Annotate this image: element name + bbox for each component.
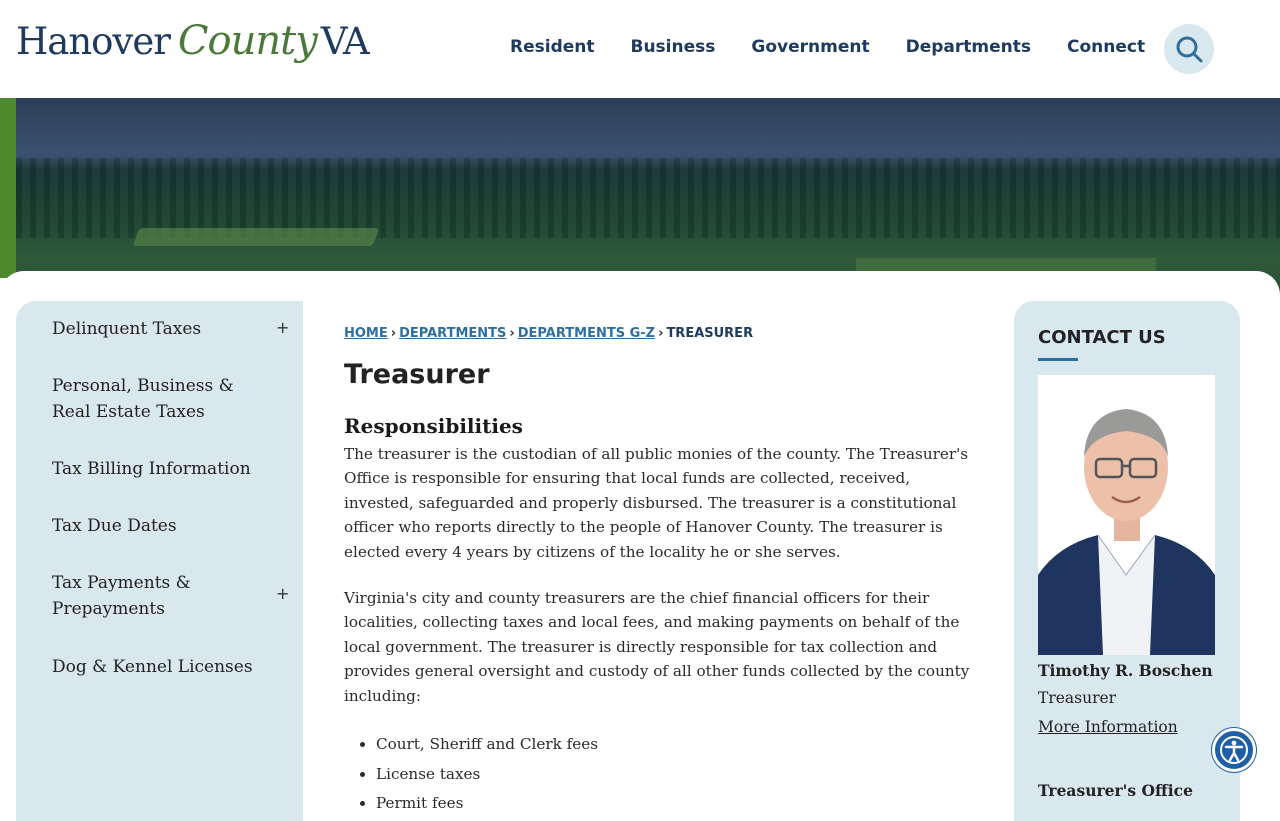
- more-information-link[interactable]: More Information: [1038, 718, 1178, 736]
- treasurer-photo: [1038, 375, 1215, 655]
- hero-banner-image: [16, 98, 1280, 298]
- sidebar-item-dog-kennel-licenses[interactable]: Dog & Kennel Licenses: [52, 657, 253, 677]
- contact-office-heading: Treasurer's Office: [1038, 781, 1193, 800]
- expand-plus-icon[interactable]: +: [276, 318, 290, 337]
- hero-tree-texture: [16, 158, 1280, 238]
- search-icon: [1175, 35, 1203, 63]
- breadcrumb-separator: ›: [390, 326, 397, 341]
- logo-county-text: County: [177, 18, 317, 64]
- nav-departments[interactable]: Departments: [905, 37, 1031, 57]
- accessibility-button[interactable]: [1212, 728, 1256, 772]
- sidebar-item-personal-business-real-estate-taxes[interactable]: Personal, Business & Real Estate Taxes: [52, 376, 234, 422]
- expand-plus-icon[interactable]: +: [276, 584, 290, 603]
- sidebar-nav: [16, 301, 303, 821]
- main-nav: [510, 37, 1181, 57]
- section-heading: Responsibilities: [344, 414, 523, 438]
- sidebar-item-tax-due-dates[interactable]: Tax Due Dates: [52, 516, 177, 536]
- hanover-county-logo[interactable]: [16, 18, 368, 78]
- heading-underline: [1038, 358, 1078, 361]
- breadcrumb-departments-g-z[interactable]: DEPARTMENTS G-Z: [517, 326, 656, 341]
- sidebar-item-delinquent-taxes[interactable]: Delinquent Taxes: [52, 319, 202, 339]
- contact-us-panel: [1014, 301, 1240, 821]
- logo-va-text: VA: [320, 20, 368, 63]
- nav-business[interactable]: Business: [630, 37, 716, 57]
- logo-hanover-text: Hanover: [16, 20, 170, 63]
- breadcrumb: [344, 326, 970, 341]
- hero-field: [133, 228, 380, 246]
- breadcrumb-separator: ›: [658, 326, 664, 341]
- paragraph: The treasurer is the custodian of all public monies of the county. The Treasurer's Office is responsible for ensuring that local funds are collected, received, invested, safeguarded and properly disbursed. The treasurer is a constitutional officer who reports directly to the people of Hanover County. The treasurer is elected every 4 years by citizens of the locality he or she serves.: [344, 445, 969, 561]
- hero-field: [856, 258, 1156, 272]
- nav-government[interactable]: Government: [751, 37, 870, 57]
- list-item: • License taxes: [376, 760, 970, 790]
- page-title: Treasurer: [344, 359, 490, 390]
- search-button[interactable]: [1164, 24, 1214, 74]
- breadcrumb-current: TREASURER: [666, 326, 754, 341]
- sidebar-item-tax-billing-information[interactable]: Tax Billing Information: [52, 459, 251, 479]
- breadcrumb-departments[interactable]: DEPARTMENTS: [399, 326, 507, 341]
- breadcrumb-separator: ›: [509, 326, 515, 341]
- contact-role: Treasurer: [1038, 689, 1117, 707]
- list-item: • Court, Sheriff and Clerk fees: [376, 730, 970, 760]
- main-content: [344, 318, 970, 819]
- contact-name: Timothy R. Boschen: [1038, 661, 1213, 680]
- nav-resident[interactable]: Resident: [510, 37, 595, 57]
- paragraph: Virginia's city and county treasurers are the chief financial officers for their localities, collecting taxes and local fees, and making payments on behalf of the local government. The treasurer is directly responsible for tax collection and provides general oversight and custody of all other funds collected by the county including:: [344, 589, 970, 705]
- breadcrumb-home[interactable]: HOME: [344, 326, 388, 341]
- list-item: • Permit fees: [376, 789, 970, 819]
- fees-list: [344, 730, 970, 819]
- accessibility-icon: [1219, 735, 1249, 765]
- contact-heading: CONTACT US: [1038, 327, 1166, 348]
- nav-connect[interactable]: Connect: [1066, 37, 1146, 57]
- hero-accent-strip: [0, 98, 16, 278]
- site-header: [0, 0, 1280, 98]
- sidebar-item-tax-payments-prepayments[interactable]: Tax Payments & Prepayments: [52, 573, 191, 619]
